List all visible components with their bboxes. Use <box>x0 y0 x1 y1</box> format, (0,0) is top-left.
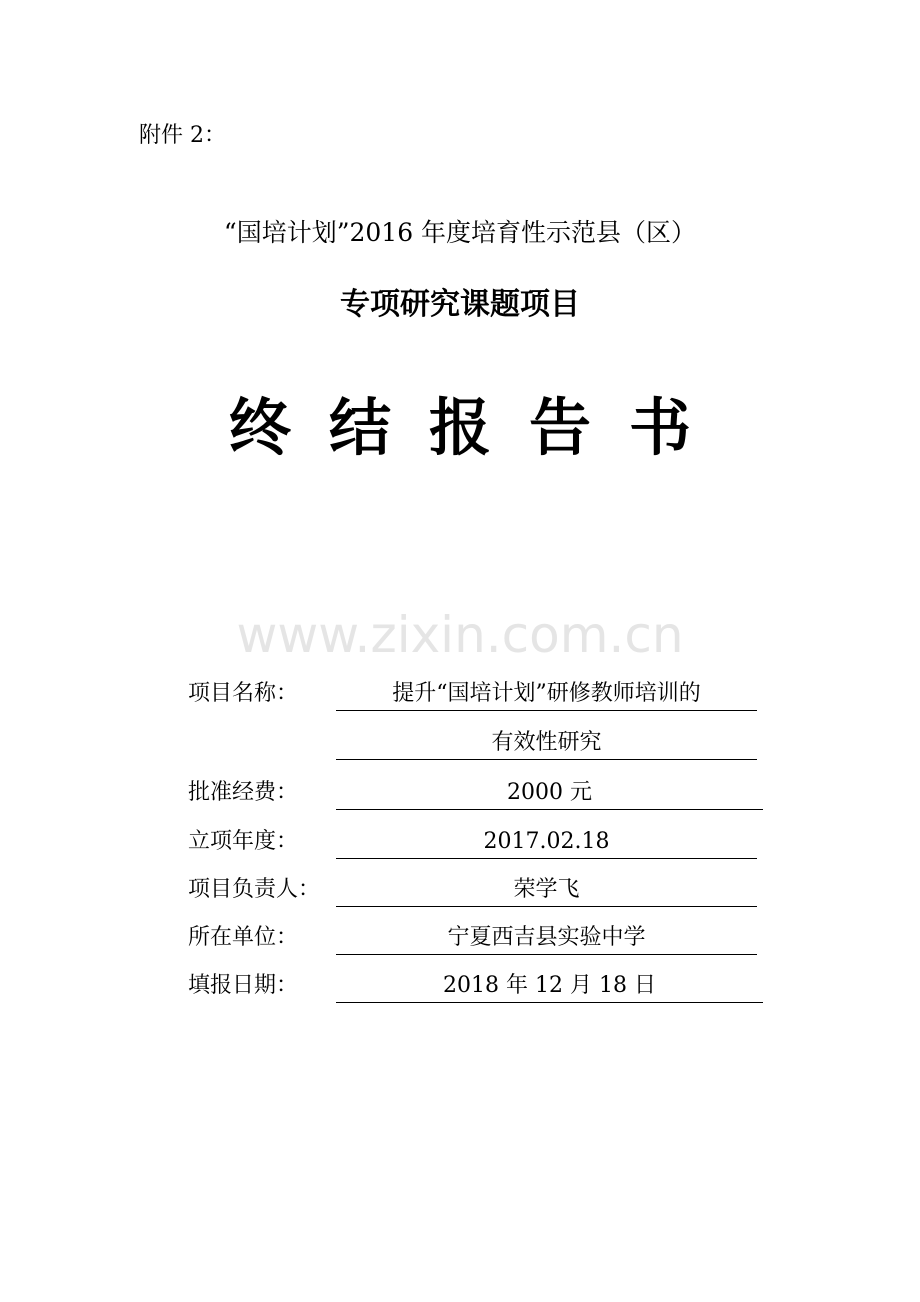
project-name-value-line1: 提升“国培计划”研修教师培训的 <box>336 678 757 711</box>
report-date-value: 2018 年 12 月 18 日 <box>336 970 763 1003</box>
project-leader-value: 荣学飞 <box>336 874 757 907</box>
project-year-label: 立项年度： <box>188 829 299 854</box>
project-name-value-line2: 有效性研究 <box>336 727 757 760</box>
main-title: 终结报告书 <box>228 391 729 464</box>
approved-funding-label: 批准经费： <box>188 780 299 805</box>
organization-value: 宁夏西吉县实验中学 <box>336 922 757 955</box>
attachment-label: 附件 2： <box>139 123 226 148</box>
watermark: www.zixin.com.cn <box>236 606 684 664</box>
approved-funding-value: 2000 元 <box>336 777 763 810</box>
project-type-heading: 专项研究课题项目 <box>340 287 580 322</box>
organization-label: 所在单位： <box>188 925 299 950</box>
project-year-value: 2017.02.18 <box>336 826 757 859</box>
report-subtitle: “国培计划”2016 年度培育性示范县（区） <box>223 218 697 247</box>
report-date-label: 填报日期： <box>188 973 299 998</box>
project-name-label: 项目名称： <box>188 681 299 706</box>
project-leader-label: 项目负责人： <box>188 877 321 902</box>
